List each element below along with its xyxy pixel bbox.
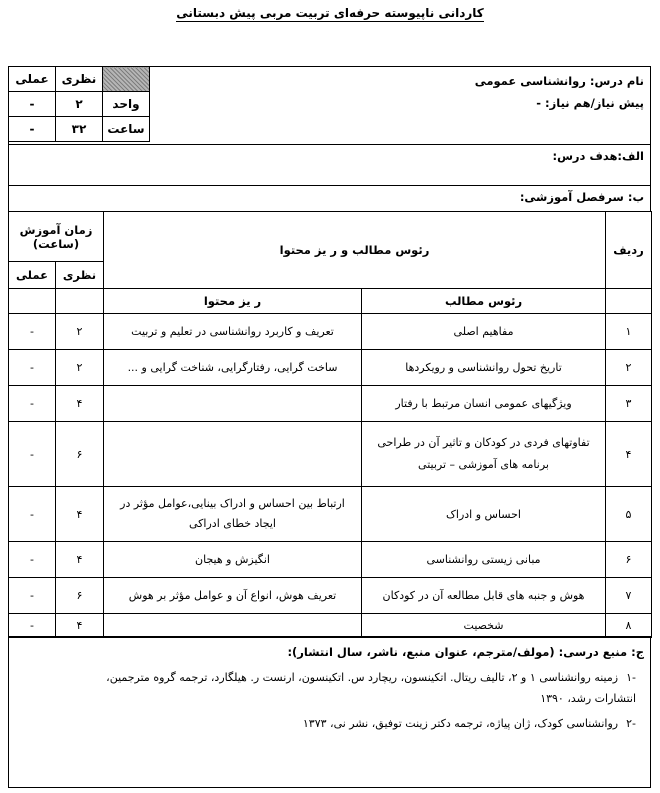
- row-detail: تعریف و کاربرد روانشناسی در تعلیم و تربیت: [104, 314, 362, 350]
- table-row: [9, 487, 652, 542]
- table-row: [9, 350, 652, 386]
- row-detail: [104, 614, 362, 638]
- row-detail: [104, 386, 362, 422]
- source-text-line2: انتشارات رشد، ۱۳۹۰: [540, 692, 636, 705]
- table-row: [9, 578, 652, 614]
- row-number: ۶: [606, 542, 652, 578]
- row-theory-hours: ۴: [56, 614, 104, 638]
- row-theory-hours: ۴: [56, 386, 104, 422]
- topic-header: رئوس مطالب: [362, 289, 606, 314]
- row-number: ۵: [606, 487, 652, 542]
- time-header: زمان آموزش (ساعت): [9, 212, 104, 262]
- sources-title: ج: منبع درسی: (مولف/مترجم، عنوان منبع، ناشر، سال انتشار):: [287, 645, 644, 659]
- row-detail: ساخت گرایی، رفتارگرایی، شناخت گرایی و ...: [104, 350, 362, 386]
- row-practical-hours: -: [9, 422, 56, 487]
- row-theory-hours: ۲: [56, 350, 104, 386]
- row-number-header: ردیف: [606, 212, 652, 289]
- row-topic: مفاهیم اصلی: [362, 314, 606, 350]
- row-practical-hours: -: [9, 386, 56, 422]
- table-row: [9, 314, 652, 350]
- source-text-line1: زمینه روانشناسی ۱ و ۲، تالیف ریتال. اتکینسون، ریچارد س. اتکینسون، ارنست ر. هیلگارد، ترجمه گروه مترجمین،: [106, 671, 619, 684]
- row-topic: احساس و ادراک: [362, 487, 606, 542]
- units-theory-header: نظری: [56, 67, 103, 92]
- course-prerequisite: پیش نیاز/هم نیاز: -: [536, 96, 644, 110]
- content-header: رئوس مطالب و ر یز محتوا: [104, 212, 606, 289]
- row-number: ۴: [606, 422, 652, 487]
- source-item: [36, 713, 636, 734]
- source-item: [36, 667, 636, 709]
- row-number: ۸: [606, 614, 652, 638]
- hour-label: ساعت: [103, 117, 150, 142]
- row-practical-hours: -: [9, 487, 56, 542]
- row-theory-hours: ۴: [56, 542, 104, 578]
- sources-section: [8, 636, 651, 788]
- goal-label: الف:هدف درس:: [552, 149, 644, 163]
- unit-theory-value: ۲: [56, 92, 103, 117]
- units-shaded-cell: [103, 67, 150, 92]
- unit-label: واحد: [103, 92, 150, 117]
- course-goal-section: [8, 144, 651, 186]
- row-topic: تفاوتهای فردی در کودکان و تاثیر آن در طراحی برنامه های آموزشی – تربیتی: [362, 422, 606, 487]
- table-row: [9, 542, 652, 578]
- hour-practical-value: -: [9, 117, 56, 142]
- theory-blank: [56, 289, 104, 314]
- row-theory-hours: ۶: [56, 578, 104, 614]
- row-theory-hours: ۲: [56, 314, 104, 350]
- row-theory-hours: ۶: [56, 422, 104, 487]
- row-number: ۳: [606, 386, 652, 422]
- units-practical-header: عملی: [9, 67, 56, 92]
- practical-blank: [9, 289, 56, 314]
- table-row: [9, 386, 652, 422]
- units-table: [8, 66, 150, 142]
- unit-practical-value: -: [9, 92, 56, 117]
- source-number: -۱: [626, 671, 636, 684]
- course-name: نام درس: روانشناسی عمومی: [474, 74, 644, 88]
- row-number: ۲: [606, 350, 652, 386]
- row-detail: [104, 422, 362, 487]
- source-number: -۲: [626, 717, 636, 730]
- row-topic: شخصیت: [362, 614, 606, 638]
- row-detail: ارتباط بین احساس و ادراک بینایی،عوامل مؤثر در ایجاد خطای ادراکی: [104, 487, 362, 542]
- row-detail: انگیزش و هیجان: [104, 542, 362, 578]
- course-info: [164, 70, 644, 114]
- row-theory-hours: ۴: [56, 487, 104, 542]
- row-number: ۷: [606, 578, 652, 614]
- hour-theory-value: ۳۲: [56, 117, 103, 142]
- row-topic: ویژگیهای عمومی انسان مرتبط با رفتار: [362, 386, 606, 422]
- source-text-line1: روانشناسی کودک، ژان پیاژه، ترجمه دکتر زینت توفیق، نشر نی، ۱۳۷۳: [302, 717, 619, 730]
- document-title: کاردانی ناپیوسته حرفه‌ای تربیت مربی پیش دبستانی: [176, 6, 484, 20]
- theory-header: نظری: [56, 262, 104, 289]
- row-practical-hours: -: [9, 314, 56, 350]
- row-topic: تاریخ تحول روانشناسی و رویکردها: [362, 350, 606, 386]
- syllabus-table: [8, 211, 652, 638]
- row-topic: مبانی زیستی روانشناسی: [362, 542, 606, 578]
- row-practical-hours: -: [9, 542, 56, 578]
- row-number: ۱: [606, 314, 652, 350]
- practical-header: عملی: [9, 262, 56, 289]
- row-topic: هوش و جنبه های قابل مطالعه آن در کودکان: [362, 578, 606, 614]
- detail-header: ر یز محتوا: [104, 289, 362, 314]
- row-practical-hours: -: [9, 614, 56, 638]
- row-detail: تعریف هوش، انواع آن و عوامل مؤثر بر هوش: [104, 578, 362, 614]
- syllabus-label: ب: سرفصل آموزشی:: [519, 190, 644, 204]
- row-practical-hours: -: [9, 578, 56, 614]
- table-row: [9, 614, 652, 638]
- row-practical-hours: -: [9, 350, 56, 386]
- table-row: [9, 422, 652, 487]
- syllabus-section: [8, 185, 651, 212]
- course-header: [8, 66, 651, 145]
- row-number-blank: [606, 289, 652, 314]
